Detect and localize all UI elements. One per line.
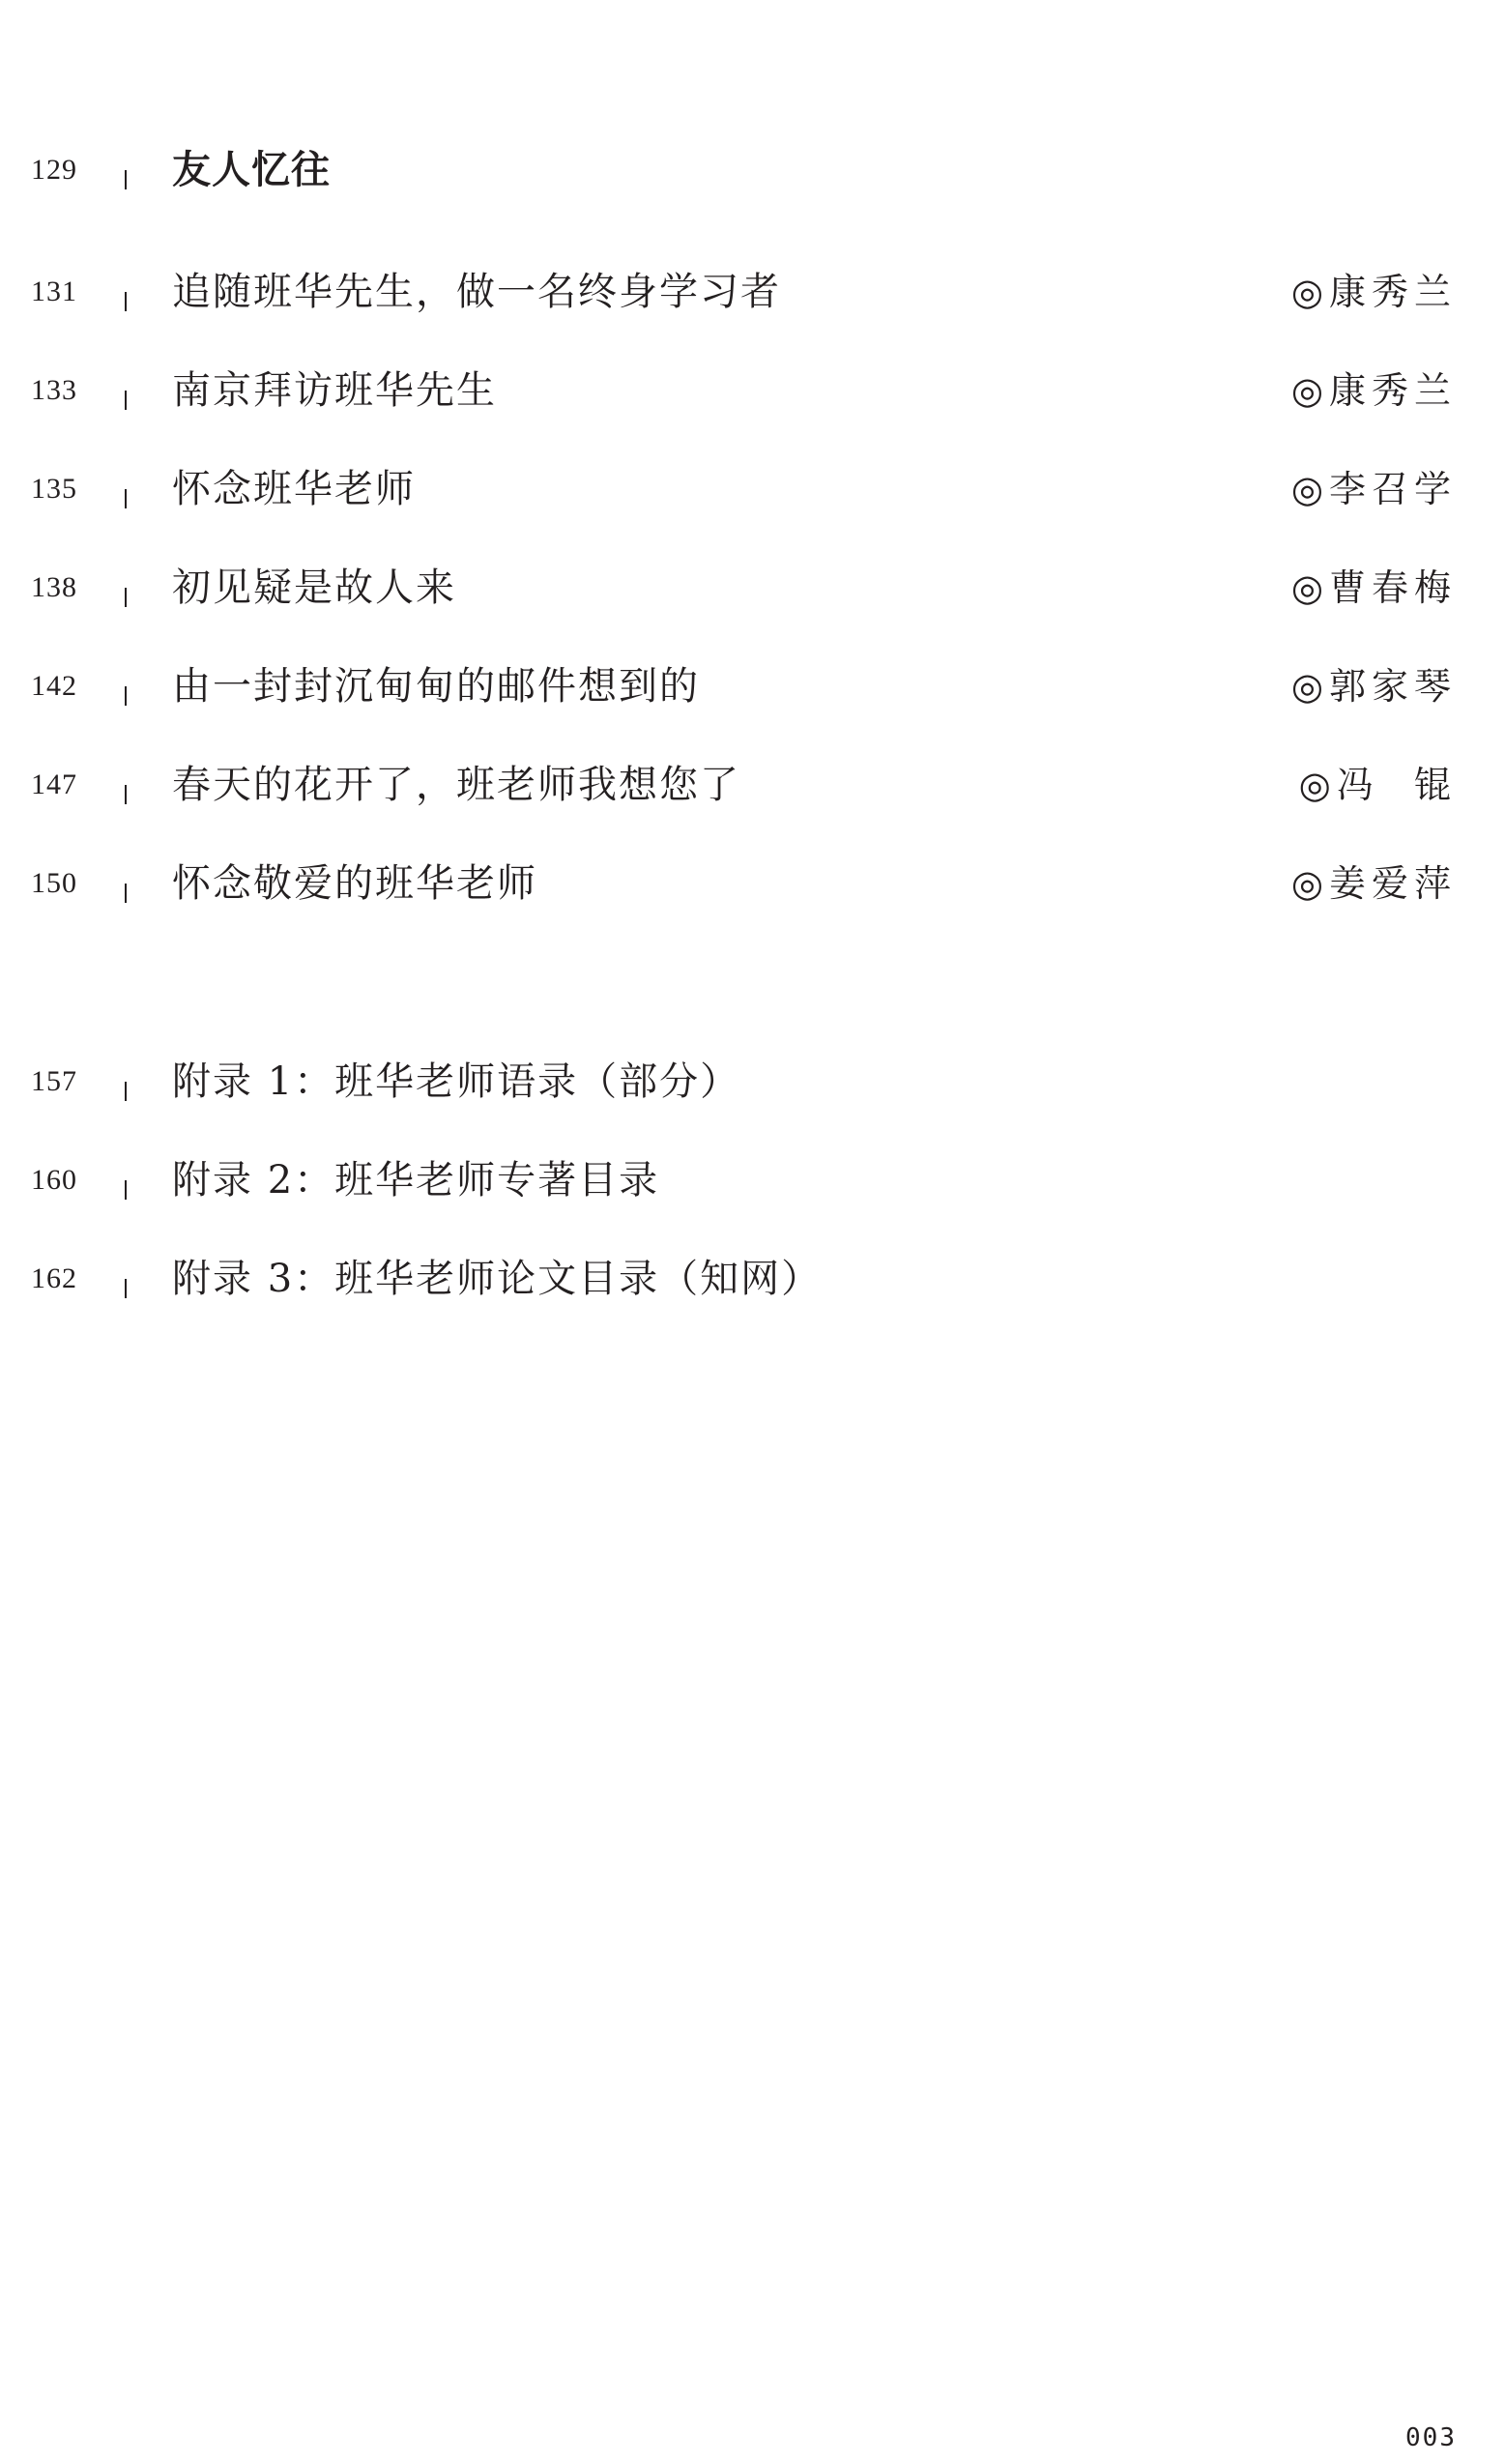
entry-author: ◎曹春梅 [1290, 566, 1457, 609]
separator-bar [125, 1180, 127, 1200]
entry-title: 春天的花开了，班老师我想您了 [172, 763, 740, 807]
separator-bar [125, 292, 127, 311]
appendix-title: 附录 1：班华老师语录（部分） [172, 1059, 741, 1104]
toc-entry[interactable] [0, 263, 1505, 321]
toc-entry[interactable] [0, 756, 1505, 814]
entry-title: 南京拜访班华先生 [172, 368, 497, 413]
entry-title: 由一封封沉甸甸的邮件想到的 [172, 664, 700, 709]
page-number: 138 [31, 571, 77, 603]
toc-entry[interactable] [0, 559, 1505, 617]
toc-appendix-entry[interactable] [0, 1250, 1505, 1308]
toc-appendix-entry[interactable] [0, 1053, 1505, 1111]
toc-entry[interactable] [0, 362, 1505, 420]
toc-appendix-entry[interactable] [0, 1151, 1505, 1209]
appendix-title: 附录 2：班华老师专著目录 [172, 1158, 660, 1203]
entry-author: ◎冯 锟 [1298, 764, 1457, 806]
separator-bar [125, 391, 127, 410]
entry-title: 怀念敬爱的班华老师 [172, 861, 537, 906]
folio-page-number: 003 [1405, 2423, 1457, 2452]
page-number: 129 [31, 154, 77, 186]
separator-bar [125, 785, 127, 804]
entry-author: ◎李召学 [1290, 468, 1457, 510]
separator-bar [125, 588, 127, 607]
page-number: 162 [31, 1262, 77, 1294]
page-number: 160 [31, 1164, 77, 1196]
entry-author: ◎康秀兰 [1290, 369, 1457, 412]
entry-title: 追随班华先生，做一名终身学习者 [172, 270, 781, 314]
separator-bar [125, 1082, 127, 1101]
separator-bar [125, 884, 127, 903]
toc-entry[interactable] [0, 657, 1505, 715]
page-number: 150 [31, 867, 77, 899]
appendix-title: 附录 3：班华老师论文目录（知网） [172, 1257, 823, 1301]
separator-bar [125, 686, 127, 706]
page-number: 157 [31, 1065, 77, 1097]
page-number: 131 [31, 275, 77, 307]
page-number: 142 [31, 670, 77, 702]
section-heading-row [0, 141, 1505, 199]
entry-title: 初见疑是故人来 [172, 565, 456, 610]
entry-author: ◎郭家琴 [1290, 665, 1457, 708]
entry-title: 怀念班华老师 [172, 467, 416, 511]
separator-bar [125, 1279, 127, 1298]
toc-entry[interactable] [0, 855, 1505, 913]
entry-author: ◎康秀兰 [1290, 271, 1457, 313]
page-number: 133 [31, 374, 77, 406]
entry-author: ◎姜爱萍 [1290, 862, 1457, 905]
page-number: 135 [31, 473, 77, 505]
separator-bar [125, 170, 127, 189]
toc-entry[interactable] [0, 460, 1505, 518]
page-number: 147 [31, 768, 77, 800]
section-title: 友人忆往 [172, 148, 331, 192]
separator-bar [125, 489, 127, 508]
